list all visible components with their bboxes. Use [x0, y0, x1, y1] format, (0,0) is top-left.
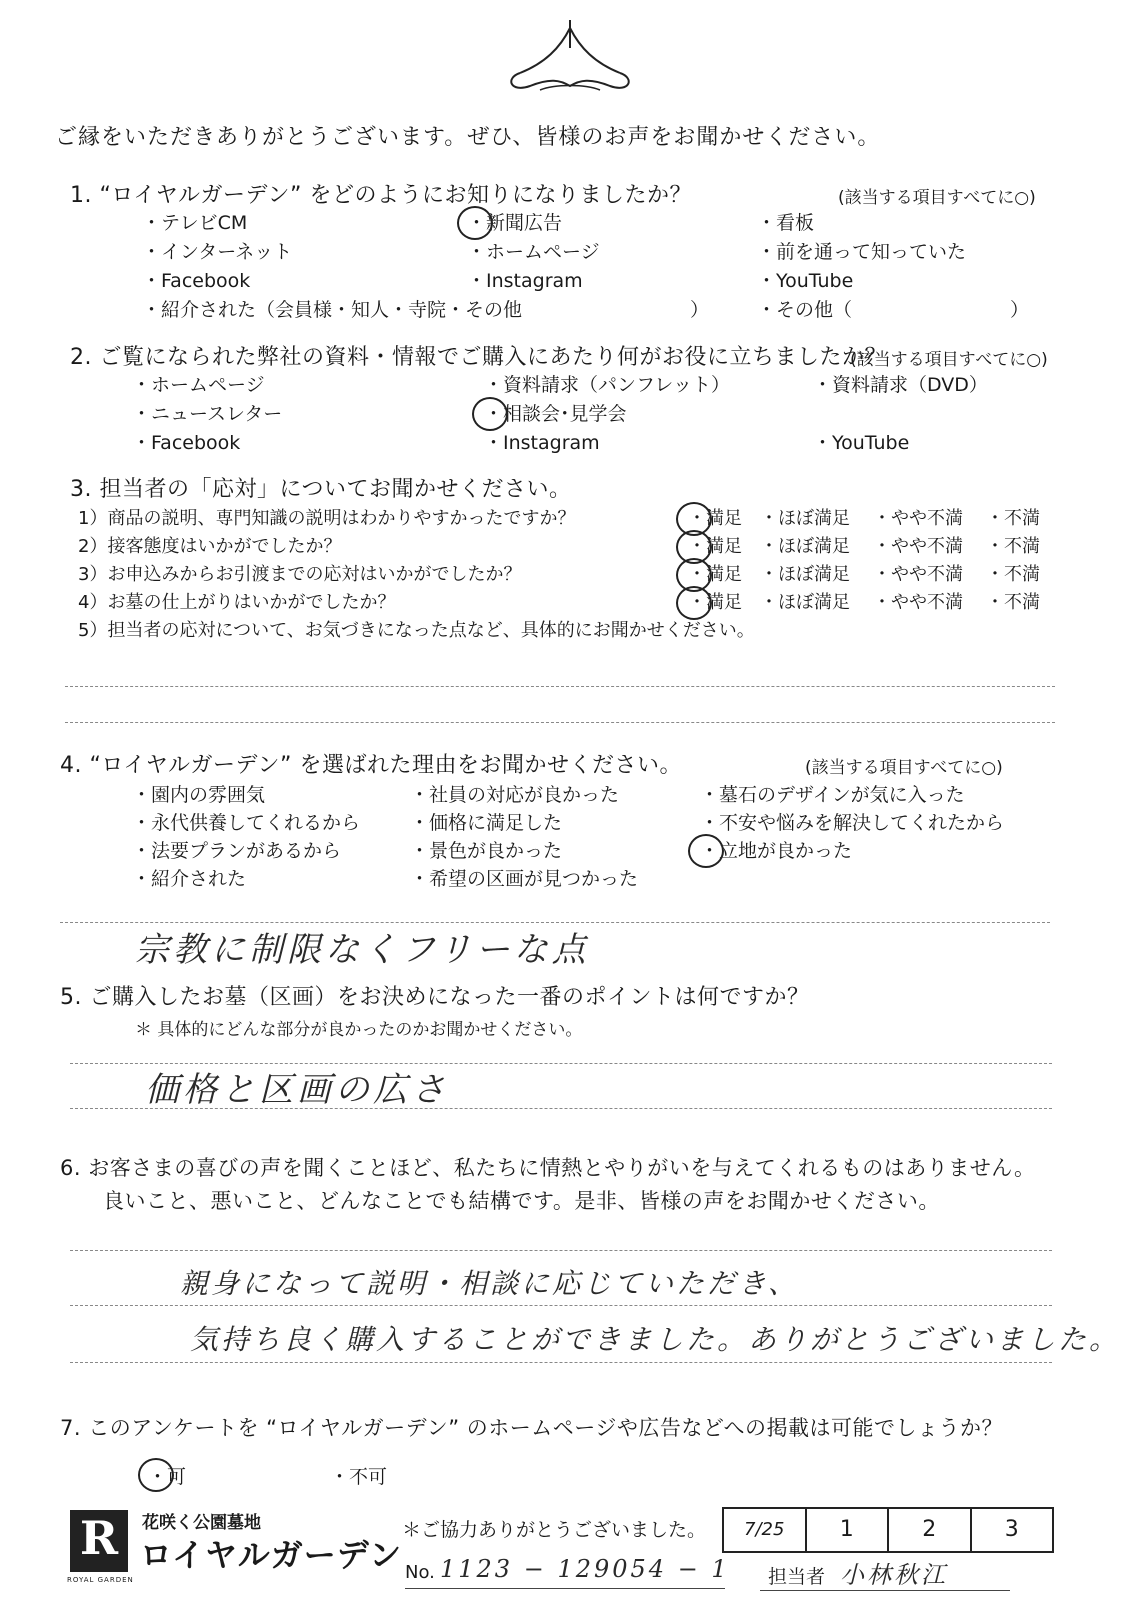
- rating-dissatisfied[interactable]: ・不満: [986, 508, 1040, 529]
- q1-option-internet[interactable]: ・インターネット: [142, 241, 293, 263]
- selection-circle: [676, 586, 712, 620]
- thanks-text: ＊ご協力ありがとうございました。: [402, 1519, 707, 1541]
- staff-label: 担当者: [768, 1566, 826, 1588]
- staff-underline: [760, 1590, 1010, 1591]
- q3-item-4: 4）お墓の仕上がりはいかがでしたか？: [78, 592, 396, 613]
- q2-option-youtube[interactable]: ・YouTube: [813, 432, 910, 454]
- rating-dissatisfied[interactable]: ・不満: [986, 564, 1040, 585]
- q1-option-newspaper[interactable]: ・新聞広告: [467, 212, 563, 234]
- answer-line: [65, 686, 1055, 687]
- q2-option-instagram[interactable]: ・Instagram: [484, 432, 600, 454]
- q3-item-2: 2）接客態度はいかがでしたか？: [78, 536, 342, 557]
- q4-note: (該当する項目すべてに○): [805, 758, 1003, 778]
- answer-line: [70, 1108, 1052, 1109]
- answer-line: [70, 1250, 1052, 1251]
- selection-circle: [472, 397, 508, 431]
- q4-option-design[interactable]: ・墓石のデザインが気に入った: [700, 784, 965, 806]
- rating-somewhat-dissatisfied[interactable]: ・やや不満: [873, 536, 963, 557]
- q7-option-yes[interactable]: ・可: [148, 1466, 187, 1488]
- q2-title: 2. ご覧になられた弊社の資料・情報でご購入にあたり何がお役に立ちましたか？: [70, 345, 887, 370]
- q1-option-homepage[interactable]: ・ホームページ: [467, 241, 600, 263]
- q1-option-signboard[interactable]: ・看板: [757, 212, 815, 234]
- q4-option-price[interactable]: ・価格に満足した: [410, 812, 563, 834]
- q4-option-solved[interactable]: ・不安や悩みを解決してくれたから: [700, 812, 1005, 834]
- q6-handwritten-line-1: 親身になって説明・相談に応じていただき、: [180, 1267, 799, 1300]
- q4-option-scenery[interactable]: ・景色が良かった: [410, 840, 563, 862]
- record-grid: [722, 1507, 1054, 1553]
- q2-option-pamphlet[interactable]: ・資料請求（パンフレット）: [484, 374, 731, 396]
- rating-satisfied[interactable]: ・満足: [688, 564, 742, 585]
- q4-option-referral[interactable]: ・紹介された: [132, 868, 247, 890]
- q3-item-5: 5）担当者の応対について、お気づきになった点など、具体的にお聞かせください。: [78, 620, 755, 641]
- rating-satisfied[interactable]: ・満足: [688, 592, 742, 613]
- brand-tagline: 花咲く公園墓地: [142, 1513, 261, 1533]
- q5-note: ＊ 具体的にどんな部分が良かったのかお聞かせください。: [135, 1020, 583, 1040]
- q1-option-passing[interactable]: ・前を通って知っていた: [757, 241, 967, 263]
- intro-text: ご縁をいただきありがとうございます。ぜひ、皆様のお声をお聞かせください。: [55, 125, 881, 150]
- grid-cell-3: 3: [970, 1509, 1053, 1551]
- number-value: 1123 − 129054 − 1: [440, 1555, 730, 1583]
- q2-note: (該当する項目すべてに○): [850, 350, 1048, 370]
- selection-circle: [457, 206, 493, 240]
- brand-name: ロイヤルガーデン: [140, 1536, 403, 1574]
- number-label: No.: [405, 1562, 435, 1583]
- rating-somewhat-dissatisfied[interactable]: ・やや不満: [873, 508, 963, 529]
- q1-option-tv[interactable]: ・テレビCM: [142, 212, 248, 234]
- q4-option-staff[interactable]: ・社員の対応が良かった: [410, 784, 620, 806]
- rating-dissatisfied[interactable]: ・不満: [986, 592, 1040, 613]
- q4-handwritten-answer: 宗教に制限なくフリーな点: [135, 930, 590, 970]
- q1-option-other[interactable]: ・その他（: [757, 299, 853, 321]
- q1-option-youtube[interactable]: ・YouTube: [757, 270, 854, 292]
- answer-line: [65, 722, 1055, 723]
- q1-title: 1. “ロイヤルガーデン” をどのようにお知りになりましたか？: [70, 183, 692, 208]
- q2-option-facebook[interactable]: ・Facebook: [132, 432, 241, 454]
- logo: R: [70, 1510, 128, 1572]
- rating-satisfied[interactable]: ・満足: [688, 508, 742, 529]
- q1-option-other-close: ）: [1010, 299, 1030, 321]
- q5-title: 5. ご購入したお墓（区画）をお決めになった一番のポイントは何ですか？: [60, 985, 810, 1010]
- q3-title: 3. 担当者の「応対」についてお聞かせください。: [70, 477, 572, 502]
- q4-option-atmosphere[interactable]: ・園内の雰囲気: [132, 784, 266, 806]
- number-underline: [405, 1588, 725, 1589]
- staff-name: 小林秋江: [840, 1561, 948, 1589]
- q6-line-1: 6. お客さまの喜びの声を聞くことほど、私たちに情熱とやりがいを与えてくれるものはありません。: [60, 1156, 1036, 1180]
- q6-line-2: 良いこと、悪いこと、どんなことでも結構です。是非、皆様の声をお聞かせください。: [103, 1189, 940, 1213]
- q1-note: (該当する項目すべてに○): [838, 188, 1036, 208]
- rating-mostly-satisfied[interactable]: ・ほぼ満足: [760, 536, 850, 557]
- q5-handwritten-answer: 価格と区画の広さ: [145, 1070, 449, 1110]
- q1-option-instagram[interactable]: ・Instagram: [467, 270, 583, 292]
- rating-satisfied[interactable]: ・満足: [688, 536, 742, 557]
- q4-option-perpetual[interactable]: ・永代供養してくれるから: [132, 812, 361, 834]
- rating-somewhat-dissatisfied[interactable]: ・やや不満: [873, 592, 963, 613]
- q4-option-plot[interactable]: ・希望の区画が見つかった: [410, 868, 639, 890]
- selection-circle: [688, 834, 724, 868]
- ornament-icon: [500, 18, 640, 98]
- q4-option-location[interactable]: ・立地が良かった: [700, 840, 853, 862]
- q6-handwritten-line-2: 気持ち良く購入することができました。ありがとうございました。: [190, 1323, 1121, 1356]
- q7-title: 7. このアンケートを “ロイヤルガーデン” のホームページや広告などへの掲載は可能でしょうか？: [60, 1416, 1004, 1440]
- q1-option-referral-close: ）: [690, 299, 710, 321]
- brand-en: ROYAL GARDEN: [67, 1576, 134, 1584]
- rating-mostly-satisfied[interactable]: ・ほぼ満足: [760, 592, 850, 613]
- q2-option-consultation[interactable]: ・相談会･見学会: [484, 403, 627, 425]
- q7-option-no[interactable]: ・不可: [330, 1466, 388, 1488]
- answer-line: [70, 1305, 1052, 1306]
- grid-cell-2: 2: [887, 1509, 970, 1551]
- q4-title: 4. “ロイヤルガーデン” を選ばれた理由をお聞かせください。: [60, 753, 682, 778]
- q3-item-3: 3）お申込みからお引渡までの応対はいかがでしたか？: [78, 564, 522, 585]
- rating-somewhat-dissatisfied[interactable]: ・やや不満: [873, 564, 963, 585]
- selection-circle: [138, 1458, 174, 1492]
- rating-mostly-satisfied[interactable]: ・ほぼ満足: [760, 508, 850, 529]
- answer-line: [70, 1362, 1052, 1363]
- q2-option-homepage[interactable]: ・ホームページ: [132, 374, 265, 396]
- rating-mostly-satisfied[interactable]: ・ほぼ満足: [760, 564, 850, 585]
- q1-option-facebook[interactable]: ・Facebook: [142, 270, 251, 292]
- q1-option-referral[interactable]: ・紹介された（会員様・知人・寺院・その他: [142, 299, 523, 321]
- rating-dissatisfied[interactable]: ・不満: [986, 536, 1040, 557]
- q2-option-dvd[interactable]: ・資料請求（DVD）: [813, 374, 988, 396]
- q3-item-1: 1）商品の説明、専門知識の説明はわかりやすかったですか？: [78, 508, 576, 529]
- q2-option-newsletter[interactable]: ・ニュースレター: [132, 403, 283, 425]
- grid-cell-date: 7/25: [744, 1519, 785, 1540]
- grid-cell-1: 1: [805, 1509, 888, 1551]
- q4-option-memorial[interactable]: ・法要プランがあるから: [132, 840, 342, 862]
